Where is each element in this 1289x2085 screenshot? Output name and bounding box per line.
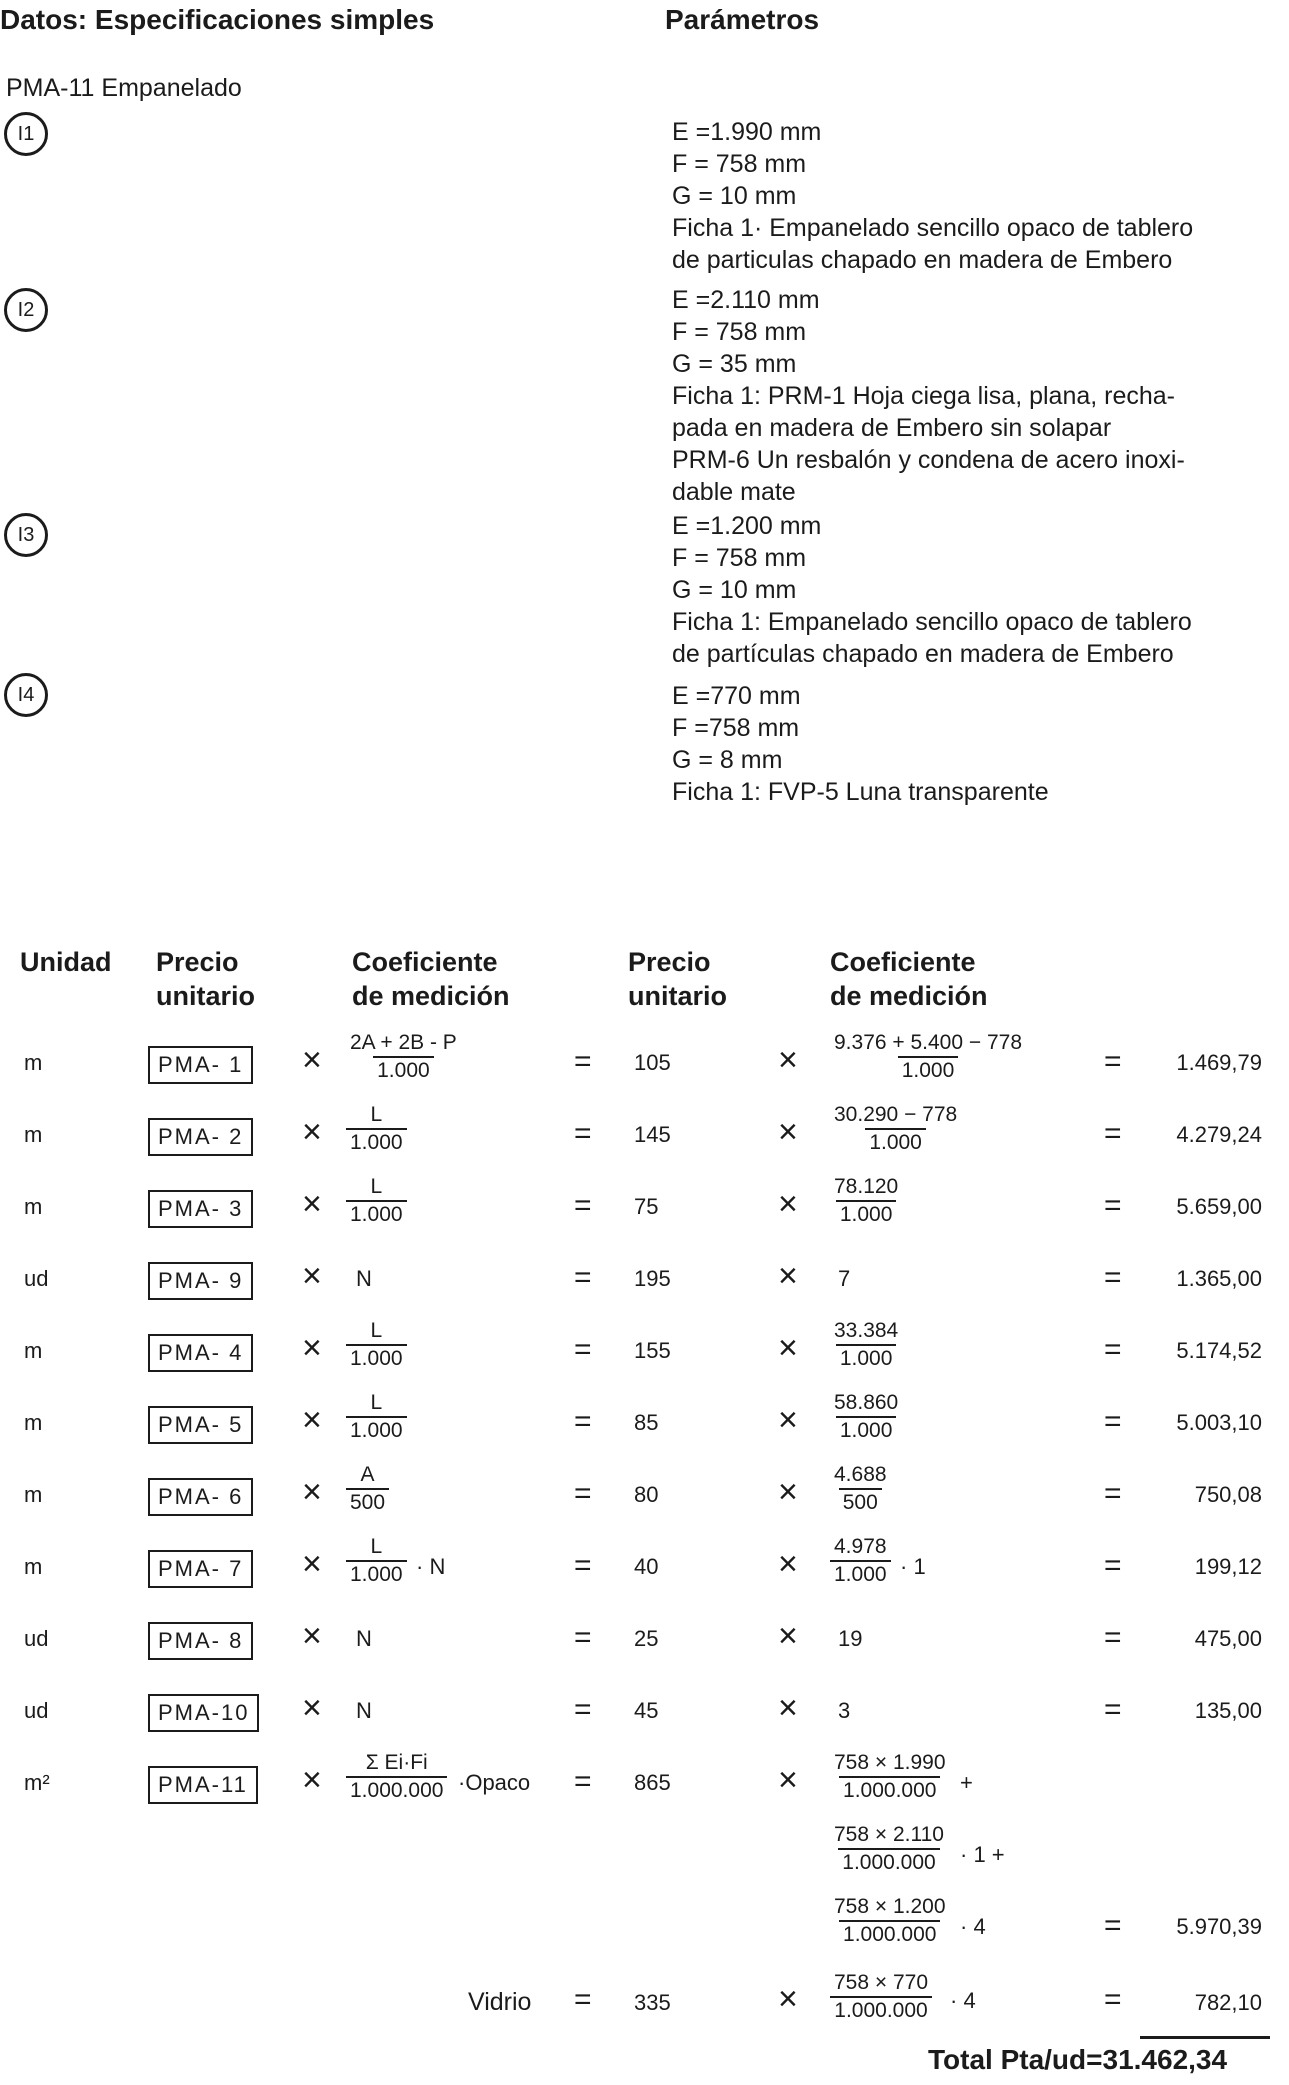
component-label-4: I4	[4, 673, 48, 717]
total: Total Pta/ud=31.462,34	[928, 2044, 1228, 2075]
row-times-1: ×	[302, 1617, 322, 1655]
row-result: 5.174,52	[1176, 1338, 1262, 1363]
row-formula: $\frac{L}{1.000}$	[346, 1174, 407, 1228]
row-coef-suffix: · 1	[900, 1554, 926, 1579]
row-code: PMA- 4	[148, 1334, 253, 1372]
row-code: PMA- 9	[148, 1262, 253, 1300]
row-equals-1: =	[574, 1045, 592, 1078]
row-equals-2: =	[1104, 1477, 1122, 1510]
row-formula: $\frac{2A + 2B - P}{1.000}$	[350, 1031, 457, 1082]
row-times-1: ×	[302, 1257, 322, 1295]
col-coef-2: Coeficiente de medición	[830, 947, 988, 1011]
row-times-1: ×	[302, 1185, 322, 1223]
row-price: 45	[634, 1698, 659, 1723]
component-params-2: E =2.110 mm F = 758 mm G = 35 mm Ficha 1: PRM-1 Hoja ciega lisa, plana, recha- pada en madera de Embero sin solapar PRM-6 Un resbalón y condena de acero inoxi- dable mate	[672, 286, 1185, 506]
left-heading: Datos: Especificaciones simples	[0, 4, 435, 35]
row-formula: $\frac{\text{Σ Ei·Fi}}{1.000.000}$	[346, 1750, 447, 1804]
row-equals-1: =	[574, 1621, 592, 1654]
row-code: PMA- 1	[148, 1046, 253, 1084]
row-times-2: ×	[778, 1041, 798, 1079]
row-result: 5.003,10	[1176, 1410, 1262, 1435]
row-equals-2: =	[1104, 1693, 1122, 1726]
row-price: 195	[634, 1266, 671, 1291]
row-unit: m²	[24, 1770, 50, 1795]
row-coef: $\frac{78.120}{1.000}$	[834, 1175, 899, 1226]
vidrio-coef: $\frac{758 \times 770}{1.000.000}$	[830, 1970, 932, 2024]
row-times-2: ×	[778, 1401, 798, 1439]
row-formula-suffix: ·Opaco	[458, 1770, 531, 1795]
row-code: PMA- 7	[148, 1550, 253, 1588]
row-unit: ud	[24, 1698, 49, 1723]
row-equals-2: =	[1104, 1405, 1122, 1438]
row-formula: N	[356, 1266, 372, 1291]
row-times-1: ×	[302, 1113, 322, 1151]
vidrio-equals: =	[574, 1983, 592, 2016]
row-times-2: ×	[778, 1761, 798, 1799]
row-unit: m	[24, 1482, 43, 1507]
row-coef: $\frac{33.384}{1.000}$	[834, 1319, 899, 1370]
row-unit: m	[24, 1050, 43, 1075]
row-unit: m	[24, 1410, 43, 1435]
row-coef: 7	[838, 1266, 851, 1291]
vidrio-label: Vidrio	[468, 1988, 532, 2016]
row-equals-2: =	[1104, 1117, 1122, 1150]
row-coef: $\frac{30.290 - 778}{1.000}$	[834, 1103, 958, 1154]
vidrio-price: 335	[634, 1990, 671, 2015]
row-result: 475,00	[1194, 1626, 1262, 1651]
row-result: 5.659,00	[1176, 1194, 1262, 1219]
row-unit: m	[24, 1122, 43, 1147]
component-params-4: E =770 mm F =758 mm G = 8 mm Ficha 1: FVP-5 Luna transparente	[672, 682, 1049, 806]
cont-coef-suffix: · 1 +	[960, 1842, 1005, 1867]
row-code: PMA- 8	[148, 1622, 253, 1660]
row-equals-1: =	[574, 1117, 592, 1150]
row-equals-1: =	[574, 1477, 592, 1510]
row-coef: $\frac{58.860}{1.000}$	[834, 1391, 899, 1442]
cont-result: 5.970,39	[1176, 1914, 1262, 1939]
row-price: 25	[634, 1626, 659, 1651]
row-equals-1: =	[574, 1549, 592, 1582]
col-precio-1: Precio unitario	[156, 947, 255, 1011]
vidrio-coef-suffix: · 4	[950, 1988, 976, 2013]
right-heading: Parámetros	[665, 4, 820, 35]
row-price: 40	[634, 1554, 659, 1579]
row-equals-2: =	[1104, 1333, 1122, 1366]
row-result: 4.279,24	[1176, 1122, 1262, 1147]
row-equals-1: =	[574, 1405, 592, 1438]
row-times-2: ×	[778, 1185, 798, 1223]
row-result: 199,12	[1194, 1554, 1262, 1579]
col-unidad: Unidad	[20, 947, 112, 977]
row-equals-1: =	[574, 1261, 592, 1294]
row-equals-2: =	[1104, 1261, 1122, 1294]
row-coef: $\frac{758 \times 1.990}{1.000.000}$	[834, 1751, 946, 1802]
total-rule	[1140, 2036, 1270, 2039]
row-result: 1.365,00	[1176, 1266, 1262, 1291]
row-code: PMA- 5	[148, 1406, 253, 1444]
row-code: PMA- 6	[148, 1478, 253, 1516]
component-params-1: E =1.990 mm F = 758 mm G = 10 mm Ficha 1· Empanelado sencillo opaco de tablero de particulas chapado en madera de Embero	[672, 118, 1194, 274]
row-price: 145	[634, 1122, 671, 1147]
row-code: PMA- 3	[148, 1190, 253, 1228]
vidrio-times: ×	[778, 1980, 798, 2018]
row-times-2: ×	[778, 1689, 798, 1727]
row-times-2: ×	[778, 1113, 798, 1151]
component-label-3: I3	[4, 513, 48, 557]
row-equals-1: =	[574, 1765, 592, 1798]
row-times-1: ×	[302, 1689, 322, 1727]
row-times-2: ×	[778, 1257, 798, 1295]
row-formula: $\frac{L}{1.000}$	[346, 1102, 407, 1156]
col-precio-2: Precio unitario	[628, 947, 727, 1011]
row-formula: $\frac{L}{1.000}$	[346, 1318, 407, 1372]
row-equals-1: =	[574, 1693, 592, 1726]
row-unit: ud	[24, 1626, 49, 1651]
component-label-1: I1	[4, 112, 48, 156]
row-coef: $\frac{4.688}{500}$	[834, 1463, 887, 1514]
row-unit: m	[24, 1554, 43, 1579]
row-equals-2: =	[1104, 1549, 1122, 1582]
vidrio-result-equals: =	[1104, 1983, 1122, 2016]
row-code: PMA-11	[148, 1766, 258, 1804]
row-unit: ud	[24, 1266, 49, 1291]
row-formula-suffix: · N	[416, 1554, 446, 1579]
row-price: 85	[634, 1410, 659, 1435]
row-price: 155	[634, 1338, 671, 1363]
cont-coef: $\frac{758 \times 1.200}{1.000.000}$	[834, 1895, 946, 1946]
component-params-3: E =1.200 mm F = 758 mm G = 10 mm Ficha 1: Empanelado sencillo opaco de tablero de partículas chapado en madera de Embero	[672, 512, 1192, 668]
row-times-2: ×	[778, 1545, 798, 1583]
row-coef: 19	[838, 1626, 863, 1651]
component-label-2: I2	[4, 288, 48, 332]
row-formula: N	[356, 1626, 372, 1651]
row-times-2: ×	[778, 1473, 798, 1511]
row-times-1: ×	[302, 1761, 322, 1799]
row-code: PMA- 2	[148, 1118, 253, 1156]
row-price: 105	[634, 1050, 671, 1075]
row-price: 80	[634, 1482, 659, 1507]
row-times-1: ×	[302, 1545, 322, 1583]
row-equals-1: =	[574, 1333, 592, 1366]
row-unit: m	[24, 1338, 43, 1363]
cont-coef-suffix: · 4	[960, 1914, 986, 1939]
row-times-1: ×	[302, 1329, 322, 1367]
row-formula: $\frac{A}{500}$	[346, 1462, 389, 1516]
row-times-2: ×	[778, 1617, 798, 1655]
row-coef: $\frac{4.978}{1.000}$	[830, 1534, 891, 1588]
row-price: 865	[634, 1770, 671, 1795]
row-times-1: ×	[302, 1473, 322, 1511]
row-coef-suffix: +	[960, 1770, 973, 1795]
item-title: PMA-11 Empanelado	[6, 74, 242, 102]
row-formula: $\frac{L}{1.000}$	[346, 1390, 407, 1444]
row-price: 75	[634, 1194, 659, 1219]
cont-coef: $\frac{758 \times 2.110}{1.000.000}$	[834, 1823, 944, 1874]
col-coef-1: Coeficiente de medición	[352, 947, 510, 1011]
row-result: 135,00	[1194, 1698, 1262, 1723]
row-equals-1: =	[574, 1189, 592, 1222]
row-times-1: ×	[302, 1041, 322, 1079]
row-coef: 3	[838, 1698, 851, 1723]
cont-equals: =	[1104, 1909, 1122, 1942]
row-code: PMA-10	[148, 1694, 259, 1732]
row-coef: $\frac{9.376 + 5.400 - 778}{1.000}$	[834, 1031, 1023, 1082]
vidrio-result: 782,10	[1194, 1990, 1262, 2015]
row-times-2: ×	[778, 1329, 798, 1367]
row-times-1: ×	[302, 1401, 322, 1439]
row-result: 750,08	[1194, 1482, 1262, 1507]
row-unit: m	[24, 1194, 43, 1219]
row-result: 1.469,79	[1176, 1050, 1262, 1075]
row-formula: $\frac{L}{1.000}$	[346, 1534, 407, 1588]
row-equals-2: =	[1104, 1189, 1122, 1222]
row-formula: N	[356, 1698, 372, 1723]
row-equals-2: =	[1104, 1045, 1122, 1078]
row-equals-2: =	[1104, 1621, 1122, 1654]
